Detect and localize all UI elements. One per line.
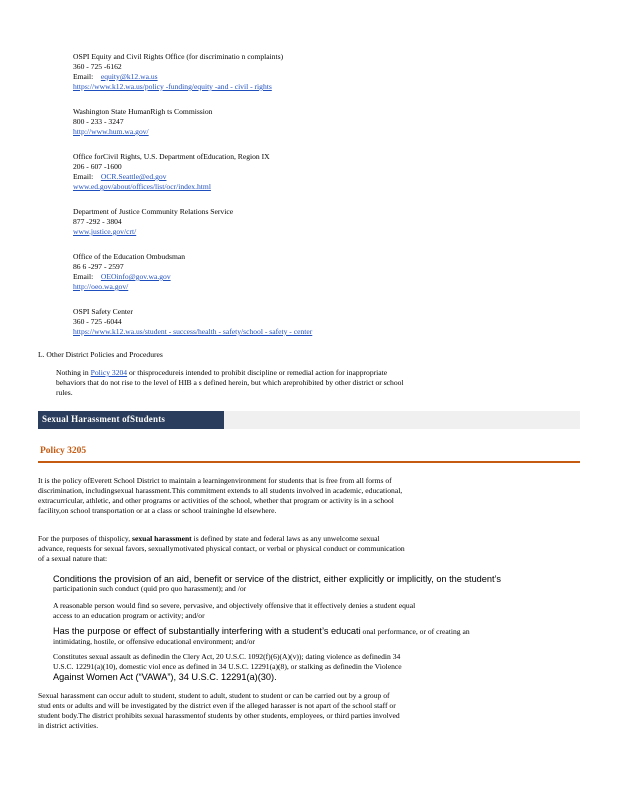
email-link[interactable]: OCR.Seattle@ed.gov xyxy=(100,172,167,181)
paragraph-line: It is the policy ofEverett School District to maintain a learningenvironment for students that is free from all forms of xyxy=(38,476,392,485)
email-link[interactable]: equity@k12.wa.us xyxy=(100,72,158,81)
paragraph-line: facility,on school transportation or at a class or school traininghe ld elsewhere. xyxy=(38,506,277,515)
contact-phone: 877 -292 - 3804 xyxy=(73,217,122,226)
policy-number: Policy 3205 xyxy=(40,446,87,456)
contact-name: Office forCivil Rights, U.S. Department ofEducation, Region IX xyxy=(73,152,270,161)
divider xyxy=(38,461,580,463)
policy-paragraph xyxy=(38,476,578,516)
condition-text: onal performance, or of creating an xyxy=(360,627,470,636)
section-heading: L. Other District Policies and Procedures xyxy=(38,350,163,359)
paragraph-text: is defined by state and federal laws as any unwelcome sexual xyxy=(191,534,380,543)
policy-link[interactable]: Policy 3204 xyxy=(90,368,128,377)
condition-text: participationin such conduct (quid pro quo harassment); and /or xyxy=(53,584,247,593)
contact-phone: 206 - 607 -1600 xyxy=(73,162,122,171)
condition-line xyxy=(53,626,578,637)
paragraph-line: extracurricular, athletic, and other programs or activities of the school, whether that program or activity is in a school xyxy=(38,496,394,505)
email-link[interactable]: OEOinfo@gov.wa.gov xyxy=(100,272,171,281)
email-label: Email: xyxy=(73,72,94,81)
url-link[interactable]: https://www.k12.wa.us/policy -funding/equity -and - civil - rights xyxy=(73,82,272,91)
paragraph-text: or thisprocedureis intended to prohibit discipline or remedial action for inappropriate xyxy=(127,368,388,377)
paragraph-line: of a sexual nature that: xyxy=(38,554,108,563)
url-link[interactable]: www.ed.gov/about/offices/list/ocr/index.html xyxy=(73,182,211,191)
paragraph-line: behaviors that do not rise to the level of HIB a s defined herein, but which areprohibited by other district or school xyxy=(56,378,404,387)
policy-paragraph xyxy=(38,691,578,731)
banner-light-bar xyxy=(224,411,580,429)
defined-term: sexual harassment xyxy=(132,534,192,543)
section-banner xyxy=(38,411,580,429)
url-link[interactable]: http://oeo.wa.gov/ xyxy=(73,282,129,291)
paragraph-line xyxy=(38,534,578,544)
contact-phone: 360 - 725 -6044 xyxy=(73,317,122,326)
contact-phone: 360 - 725 -6162 xyxy=(73,62,122,71)
contact-email-line xyxy=(73,272,578,282)
url-link[interactable]: www.justice.gov/crt/ xyxy=(73,227,137,236)
contact-name: OSPI Safety Center xyxy=(73,307,133,316)
contact-name: Washington State HumanRigh ts Commission xyxy=(73,107,213,116)
condition-text: Against Women Act (“VAWA”), 34 U.S.C. 12291(a)(30). xyxy=(53,672,277,682)
paragraph-line: in district activities. xyxy=(38,721,99,730)
contact-name: Office of the Education Ombudsman xyxy=(73,252,186,261)
condition-text: Constitutes sexual assault as definedin the Clery Act, 20 U.S.C. 1092(f)(6)(A)(v)); dating violence as definedin 34 xyxy=(53,652,401,661)
definition-paragraph xyxy=(38,534,578,564)
condition-text: Conditions the provision of an aid, benefit or service of the district, either explicitly or implicitly, on the student’s xyxy=(53,574,502,584)
condition-text: intimidating, hostile, or offensive educational environment; and/or xyxy=(53,637,255,646)
paragraph-text: For the purposes of thispolicy, xyxy=(38,534,132,543)
email-label: Email: xyxy=(73,272,94,281)
paragraph-line: discrimination, includingsexual harassment.This commitment extends to all students involved in academic, educational, xyxy=(38,486,403,495)
paragraph-line: Sexual harassment can occur adult to student, student to adult, student to student or can be carried out by a group of xyxy=(38,691,390,700)
paragraph-text: Nothing in xyxy=(56,368,91,377)
contact-name: Department of Justice Community Relations Service xyxy=(73,207,234,216)
paragraph-line: student body.The district prohibits sexual harassmentof students by other students, employees, or third parties involved xyxy=(38,711,400,720)
condition-text: access to an education program or activity; and/or xyxy=(53,611,205,620)
condition-text: Has the purpose or effect of substantially interfering with a student’s educati xyxy=(53,626,361,636)
url-link[interactable]: https://www.k12.wa.us/student - success/health - safety/school - safety - center xyxy=(73,327,313,336)
paragraph-line: stud ents or adults and will be investigated by the district even if the alleged harasser is not apart of the school staff or xyxy=(38,701,396,710)
paragraph-line: rules. xyxy=(56,388,73,397)
section-paragraph xyxy=(56,368,556,398)
url-link[interactable]: http://www.hum.wa.gov/ xyxy=(73,127,149,136)
contact-phone: 800 - 233 - 3247 xyxy=(73,117,124,126)
banner-title: Sexual Harassment ofStudents xyxy=(42,414,166,424)
contact-email-line xyxy=(73,172,578,182)
contact-email-line xyxy=(73,72,578,82)
contact-phone: 86 6 -297 - 2597 xyxy=(73,262,124,271)
contact-name: OSPI Equity and Civil Rights Office (for discriminatio n complaints) xyxy=(73,52,284,61)
paragraph-line xyxy=(56,368,556,378)
paragraph-line: advance, requests for sexual favors, sexuallymotivated physical contact, or verbal or physical conduct or communication xyxy=(38,544,405,553)
email-label: Email: xyxy=(73,172,94,181)
condition-text: A reasonable person would find so severe, pervasive, and objectively offensive that it effectively denies a student equal xyxy=(53,601,416,610)
condition-text: U.S.C. 12291(a)(10), domestic viol ence as defined in 34 U.S.C. 12291(a)(8), or stalking as definedin the Violence xyxy=(53,662,402,671)
